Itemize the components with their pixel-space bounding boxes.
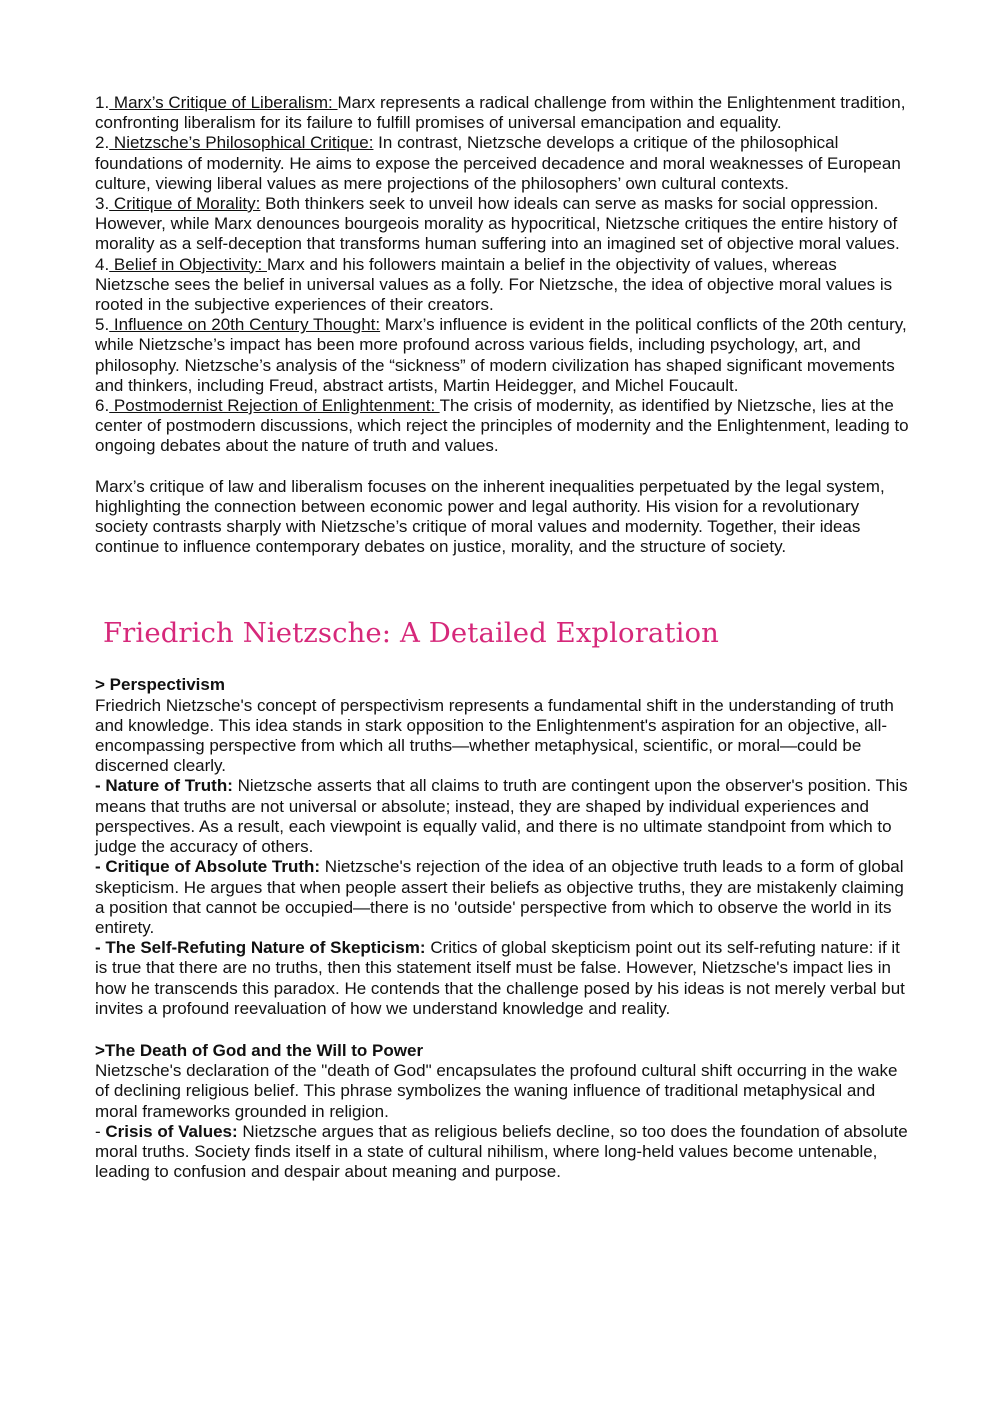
item-number: 6. xyxy=(95,396,110,416)
point-item xyxy=(95,857,915,938)
point-item xyxy=(95,938,915,1019)
item-number: 1. xyxy=(95,93,110,112)
numbered-list xyxy=(95,93,915,457)
perspectivism-section xyxy=(95,675,915,1018)
summary-paragraph: Marx’s critique of law and liberalism focuses on the inherent inequalities perpetuated by the legal system, highlighting the connection between economic power and legal authority. His vision for a revolutionary society contrasts sharply with Nietzsche’s critique of moral values and modernity. Together, their ideas continue to influence contemporary debates on justice, morality, and the structure of society. xyxy=(95,476,885,557)
point-item xyxy=(95,776,915,857)
point-text: Nietzsche's rejection of the idea of an objective truth leads to a form of global skepticism. He argues that when people assert their beliefs as objective truths, they are mistakenly claiming a position that cannot be occupied—there is no 'outside' perspective from which to observe the world in its entirety. xyxy=(95,857,904,937)
spacer xyxy=(95,1019,915,1041)
section-title: > Perspectivism xyxy=(95,675,225,695)
item-number: 5. xyxy=(95,315,110,335)
item-title: Postmodernist Rejection of Enlightenment: xyxy=(109,396,440,416)
item-text: Marx and his followers maintain a belief in the objectivity of values, whereas Nietzsche sees the belief in universal values as a folly. For Nietzsche, the idea of objective moral values is rooted in the subjective experiences of their creators. xyxy=(95,254,893,315)
point-prefix: - xyxy=(95,1121,106,1141)
item-text: Both thinkers seek to unveil how ideals can serve as masks for social oppression. However, while Marx denounces bourgeois morality as hypocritical, Nietzsche critiques the entire history of morality as a self-deception that transforms human suffering into an imagined set of objective moral values. xyxy=(95,194,900,254)
item-text: Marx’s influence is evident in the political conflicts of the 20th century, while Nietzsche’s impact has been more profound across various fields, including psychology, art, and philosophy. Nietzsche’s analysis of the “sickness” of modern civilization has shaped significant movements and thinkers, including Freud, abstract artists, Martin Heidegger, and Michel Foucault. xyxy=(95,315,907,395)
item-title: Nietzsche’s Philosophical Critique: xyxy=(109,133,374,153)
item-number: 3. xyxy=(95,194,110,214)
point-label: - The Self-Refuting Nature of Skepticism: xyxy=(95,938,426,958)
item-number: 4. xyxy=(95,254,110,274)
point-text: Critics of global skepticism point out its self-refuting nature: if it is true that there are no truths, then this statement itself must be false. However, Nietzsche's impact lies in how he transcends this paradox. He contends that the challenge posed by his ideas is not merely verbal but invites a profound reevaluation of how we understand knowledge and reality. xyxy=(95,938,905,1018)
item-title: Belief in Objectivity: xyxy=(109,254,267,274)
item-title: Influence on 20th Century Thought: xyxy=(109,315,381,335)
item-text: The crisis of modernity, as identified by Nietzsche, lies at the center of postmodern discussions, which reject the principles of modernity and the Enlightenment, leading to ongoing debates about the nature of truth and values. xyxy=(95,396,909,456)
section-intro: Nietzsche's declaration of the "death of God" encapsulates the profound cultural shift occurring in the wake of declining religious belief. This phrase symbolizes the waning influence of traditional metaphysical and moral frameworks grounded in religion. xyxy=(95,1061,898,1121)
item-title: Critique of Morality: xyxy=(109,194,261,214)
spacer xyxy=(95,457,915,477)
item-title: Marx’s Critique of Liberalism: xyxy=(109,93,338,112)
section-title: >The Death of God and the Will to Power xyxy=(95,1040,424,1060)
point-label: - Critique of Absolute Truth: xyxy=(95,857,321,877)
list-item xyxy=(95,133,915,194)
item-number: 2. xyxy=(95,133,110,153)
list-item xyxy=(95,194,915,255)
list-item xyxy=(95,315,915,396)
point-label: - Nature of Truth: xyxy=(95,776,233,796)
item-text: Marx represents a radical challenge from within the Enlightenment tradition, confronting liberalism for its failure to fulfill promises of universal emancipation and equality. xyxy=(95,93,906,133)
point-label: Crisis of Values: xyxy=(105,1121,238,1141)
document-page xyxy=(95,93,915,1182)
point-item xyxy=(95,1122,915,1183)
list-item xyxy=(95,255,915,316)
item-text: In contrast, Nietzsche develops a critique of the philosophical foundations of modernity. He aims to expose the perceived decadence and moral weaknesses of European culture, viewing liberal values as mere projections of the philosophers’ own cultural contexts. xyxy=(95,133,901,193)
point-text: Nietzsche argues that as religious beliefs decline, so too does the foundation of absolute moral truths. Society finds itself in a state of cultural nihilism, where long-held values become untenable, leading to confusion and despair about meaning and purpose. xyxy=(95,1121,908,1182)
section-intro: Friedrich Nietzsche's concept of perspectivism represents a fundamental shift in the understanding of truth and knowledge. This idea stands in stark opposition to the Enlightenment's aspiration for an objective, all-encompassing perspective from which all truths—whether metaphysical, scientific, or moral—could be discerned clearly. xyxy=(95,695,894,776)
list-item xyxy=(95,93,915,133)
list-item xyxy=(95,396,915,457)
death-of-god-section xyxy=(95,1041,915,1182)
point-text: Nietzsche asserts that all claims to truth are contingent upon the observer's position. This means that truths are not universal or absolute; instead, they are shaped by individual experiences and perspectives. As a result, each viewpoint is equally valid, and there is no ultimate standpoint from which to judge the accuracy of others. xyxy=(95,776,908,857)
section-heading: Friedrich Nietzsche: A Detailed Exploration xyxy=(103,617,719,650)
